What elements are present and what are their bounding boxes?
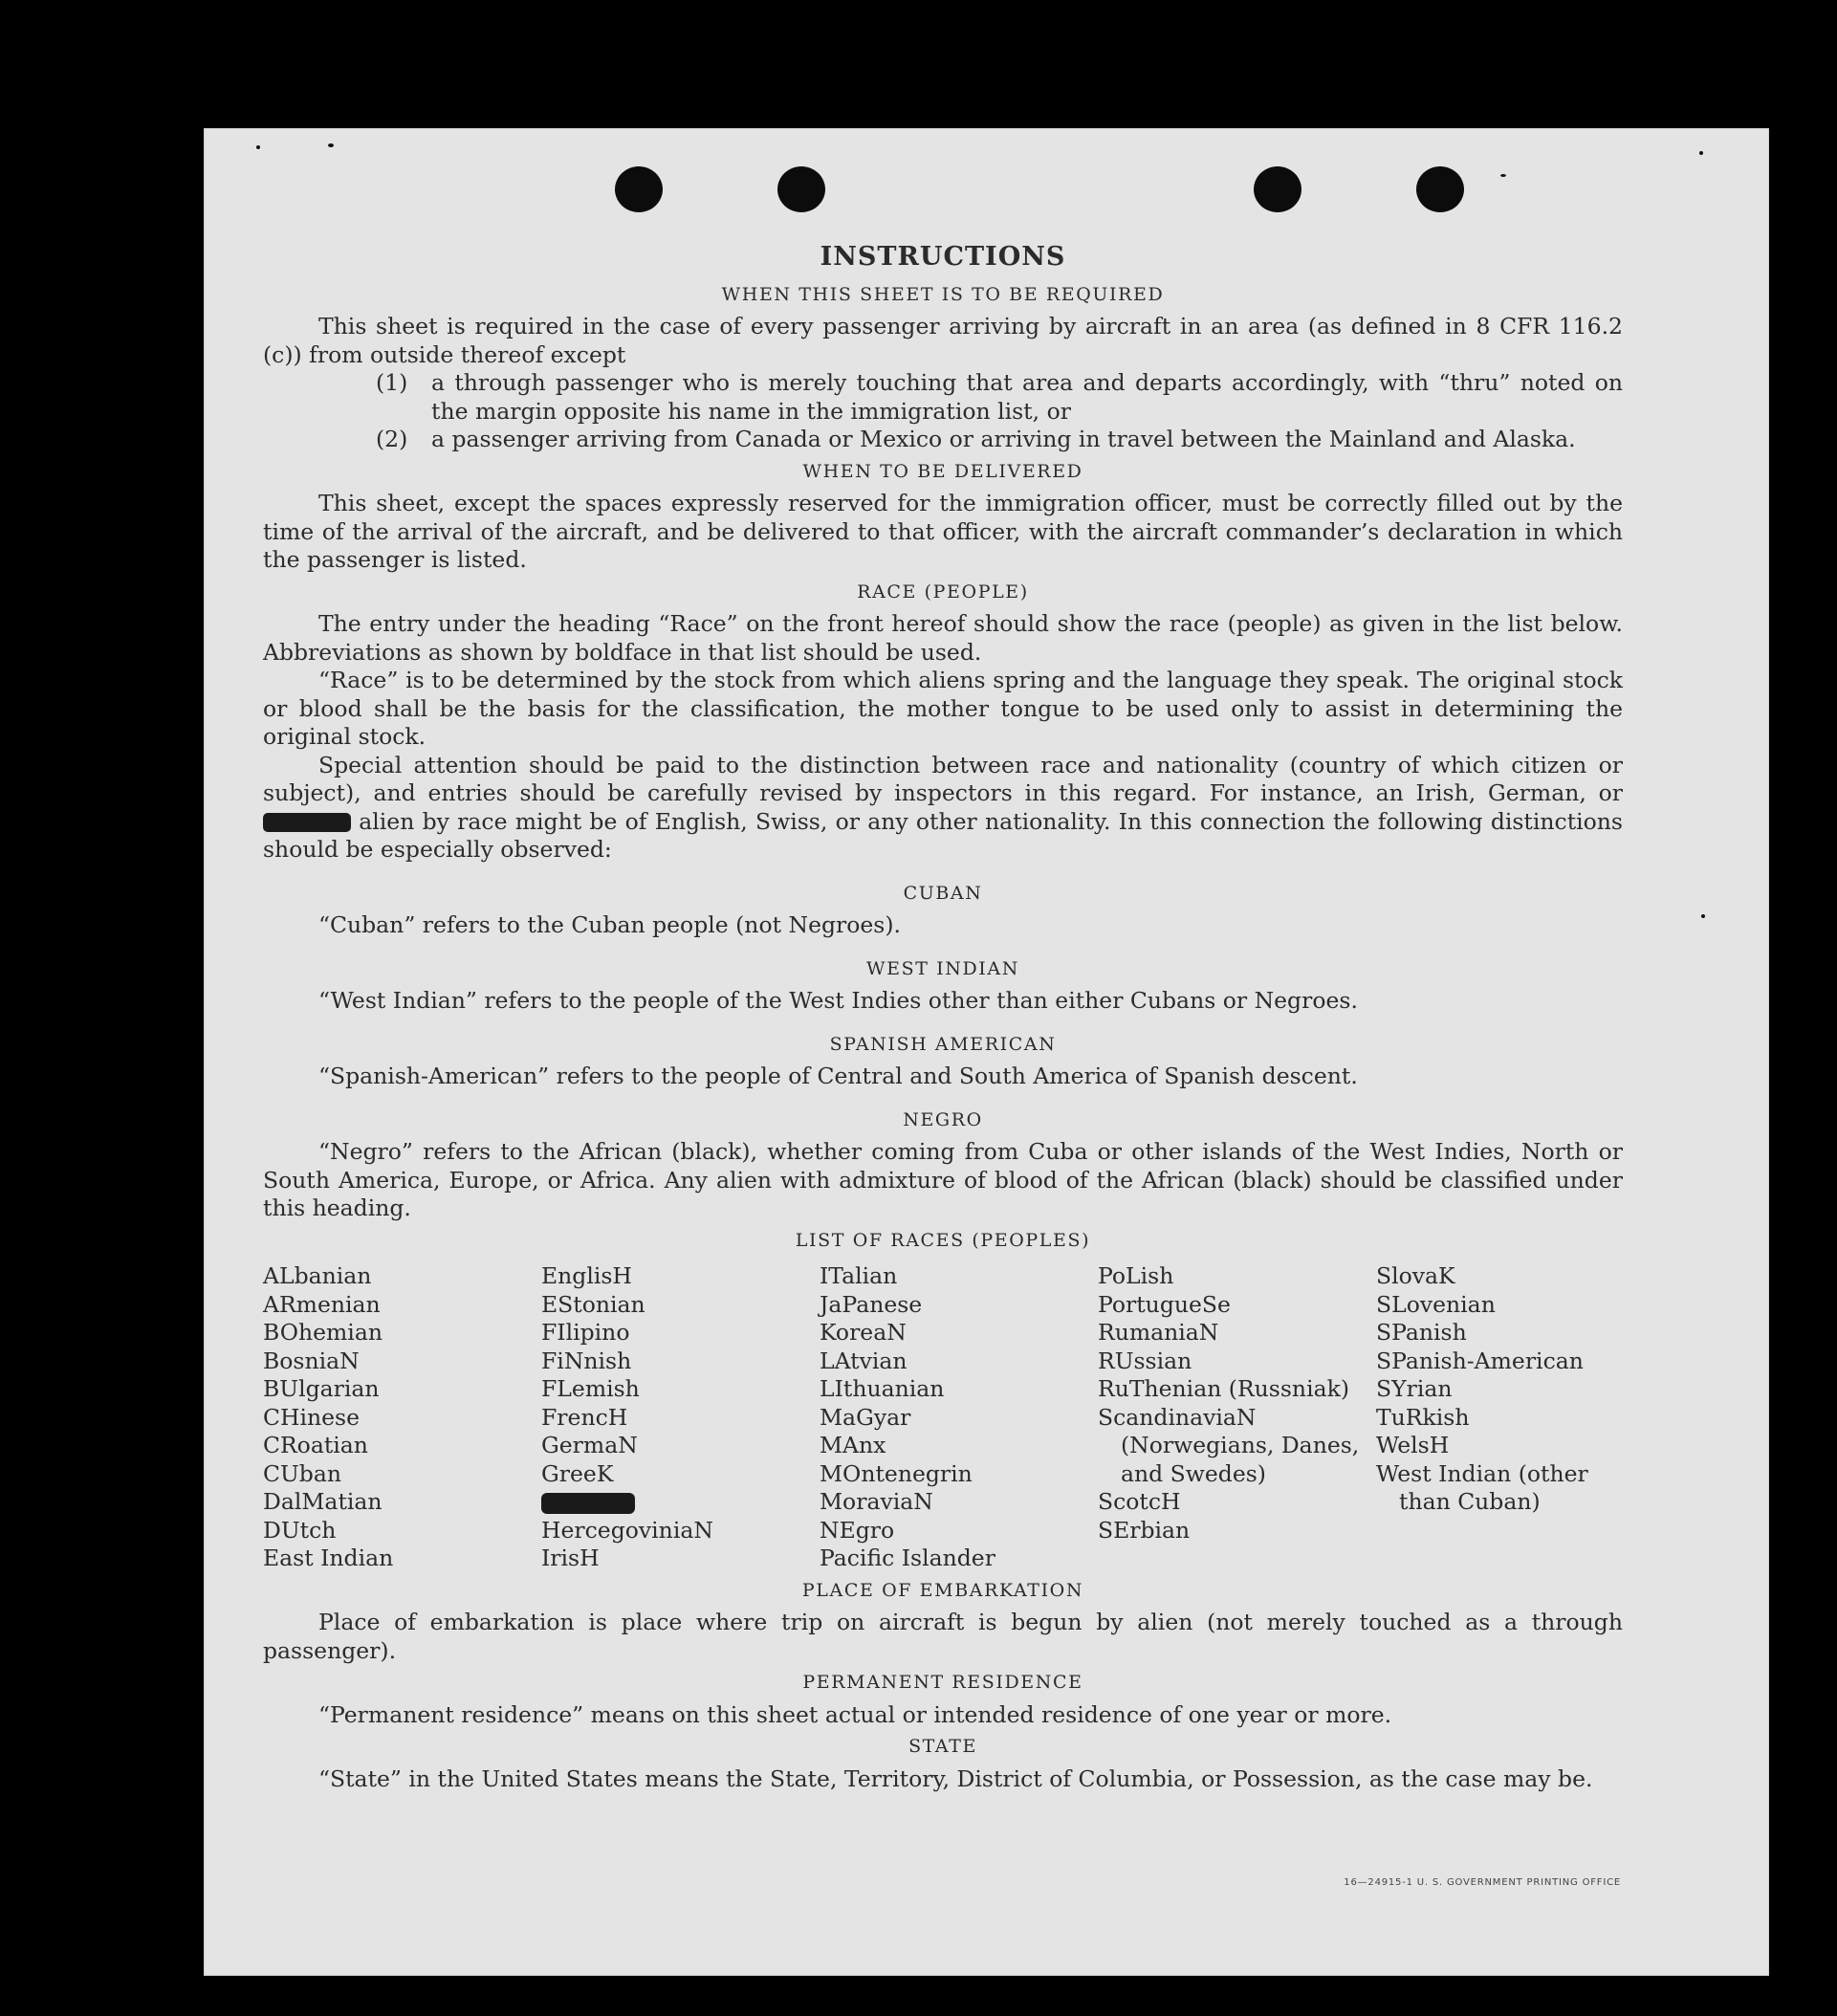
race-item: East Indian xyxy=(263,1545,394,1571)
item-text: a through passenger who is merely touching that area and departs accordingly, with “thru” noted on the margin opposite his name in the immigration list, or xyxy=(431,369,1623,425)
races-column xyxy=(1376,1262,1625,1573)
paragraph: “Race” is to be determined by the stock from which aliens spring and the language they speak. The original stock or blood shall be the basis for the classification, the mother tongue to be used only to assist in determining the original stock. xyxy=(263,667,1623,750)
speck xyxy=(1500,174,1506,177)
paragraph: “Permanent residence” means on this sheet actual or intended residence of one year or more. xyxy=(318,1700,1392,1728)
race-item: MAnx xyxy=(820,1432,886,1458)
race-item: JaPanese xyxy=(820,1290,923,1318)
race-item: DalMatian xyxy=(263,1488,383,1515)
race-item: SPanish xyxy=(1376,1319,1467,1346)
speck xyxy=(328,143,334,147)
race-item: RUssian xyxy=(1098,1347,1192,1374)
race-item: LAtvian xyxy=(820,1347,908,1374)
section-heading: LIST OF RACES (PEOPLES) xyxy=(795,1229,1091,1251)
race-item: ScotcH xyxy=(1098,1488,1181,1515)
race-item: ARmenian xyxy=(263,1290,381,1318)
races-column xyxy=(541,1262,820,1573)
race-item-redacted xyxy=(541,1488,820,1517)
race-item: FrencH xyxy=(541,1403,628,1431)
race-item: SErbian xyxy=(1098,1516,1191,1544)
race-item: RuThenian (Russniak) xyxy=(1098,1375,1349,1402)
race-item: SLovenian xyxy=(1376,1290,1496,1318)
speck xyxy=(1699,151,1703,155)
race-item: MoraviaN xyxy=(820,1488,933,1515)
race-item: ScandinaviaN (Norwegians, Danes, and Swedes) xyxy=(1098,1403,1360,1487)
item-text: a passenger arriving from Canada or Mexico or arriving in travel between the Mainland and Alaska. xyxy=(431,426,1576,452)
punch-hole xyxy=(1254,166,1301,212)
section-heading: CUBAN xyxy=(903,882,983,904)
paragraph: This sheet is required in the case of every passenger arriving by aircraft in an area (as defined in 8 CFR 116.2 (c)) from outside thereof except xyxy=(263,313,1623,368)
paragraph: Place of embarkation is place where trip on aircraft is begun by alien (not merely touched as a through passenger). xyxy=(263,1609,1623,1664)
race-item: SYrian xyxy=(1376,1375,1453,1402)
race-item: NEgro xyxy=(820,1516,895,1544)
instructions-content xyxy=(263,243,1623,1793)
section-heading: WEST INDIAN xyxy=(866,957,1019,979)
speck xyxy=(1701,914,1705,918)
item-number: (2) xyxy=(376,426,408,452)
race-item: EnglisH xyxy=(541,1262,632,1289)
printer-code: 16—24915-1 U. S. GOVERNMENT PRINTING OFFICE xyxy=(1344,1877,1621,1888)
race-item: PortugueSe xyxy=(1098,1290,1231,1318)
section-heading: SPANISH AMERICAN xyxy=(829,1033,1057,1055)
section-heading: RACE (PEOPLE) xyxy=(857,581,1029,603)
paragraph xyxy=(263,752,1623,865)
race-item: DUtch xyxy=(263,1516,337,1544)
section-heading: PLACE OF EMBARKATION xyxy=(801,1579,1084,1601)
race-item: CUban xyxy=(263,1459,341,1487)
race-item: SPanish-American xyxy=(1376,1347,1584,1374)
race-item: GermaN xyxy=(541,1432,638,1458)
paragraph: The entry under the heading “Race” on the front hereof should show the race (people) as given in the list below. Abbreviations as shown by boldface in that list should be used. xyxy=(263,610,1623,666)
race-item: IrisH xyxy=(541,1545,600,1571)
race-item: PoLish xyxy=(1098,1262,1174,1289)
paragraph-part: alien by race might be of English, Swiss, or any other nationality. In this connection the following distinctions should be especially observed: xyxy=(263,807,1623,863)
race-item: MOntenegrin xyxy=(820,1459,973,1487)
race-item: BUlgarian xyxy=(263,1375,380,1402)
races-list xyxy=(263,1262,1623,1573)
redaction-mark xyxy=(541,1493,635,1514)
section-heading: WHEN THIS SHEET IS TO BE REQUIRED xyxy=(721,283,1165,305)
page-title: INSTRUCTIONS xyxy=(820,242,1066,272)
race-item: WelsH xyxy=(1376,1432,1450,1458)
race-item: RumaniaN xyxy=(1098,1319,1219,1346)
numbered-item xyxy=(263,369,1623,426)
paragraph: “State” in the United States means the State, Territory, District of Columbia, or Possession, as the case may be. xyxy=(318,1764,1593,1792)
race-item: SlovaK xyxy=(1376,1262,1455,1289)
paragraph: “Spanish-American” refers to the people of Central and South America of Spanish descent. xyxy=(318,1063,1358,1089)
redaction-mark xyxy=(263,813,351,832)
punch-hole xyxy=(777,166,825,212)
race-item: FLemish xyxy=(541,1375,640,1402)
race-item: BosniaN xyxy=(263,1347,360,1374)
race-item: HercegoviniaN xyxy=(541,1516,713,1544)
section-heading: NEGRO xyxy=(903,1108,983,1130)
race-item: FiNnish xyxy=(541,1347,632,1374)
paragraph-part: Special attention should be paid to the distinction between race and nationality (country of which citizen or subject), and entries should be carefully revised by inspectors in this regard. For instance, an Irish, German, or xyxy=(263,751,1623,806)
paragraph: “Cuban” refers to the Cuban people (not Negroes). xyxy=(318,911,902,938)
race-item: GreeK xyxy=(541,1459,614,1487)
paragraph: This sheet, except the spaces expressly reserved for the immigration officer, must be correctly filled out by the time of the arrival of the aircraft, and be delivered to that officer, with the aircraft commander’s declaration in which the passenger is listed. xyxy=(263,490,1623,573)
paragraph: “Negro” refers to the African (black), whether coming from Cuba or other islands of the West Indies, North or South America, Europe, or Africa. Any alien with admixture of blood of the African (black) should be classified under this heading. xyxy=(263,1138,1623,1221)
race-item: CHinese xyxy=(263,1403,360,1431)
races-column xyxy=(1098,1262,1376,1573)
race-item: West Indian (other than Cuban) xyxy=(1376,1459,1588,1515)
races-column xyxy=(263,1262,541,1573)
race-item: KoreaN xyxy=(820,1319,907,1346)
race-item: FIlipino xyxy=(541,1319,630,1346)
punch-hole xyxy=(1416,166,1464,212)
race-item: CRoatian xyxy=(263,1432,368,1458)
document-sheet xyxy=(204,128,1769,1976)
race-item: ITalian xyxy=(820,1262,898,1289)
section-heading: WHEN TO BE DELIVERED xyxy=(802,460,1083,482)
item-number: (1) xyxy=(376,369,408,396)
race-item: ALbanian xyxy=(263,1262,372,1289)
race-item: LIthuanian xyxy=(820,1375,945,1402)
section-heading: PERMANENT RESIDENCE xyxy=(802,1672,1083,1693)
race-item: EStonian xyxy=(541,1290,645,1318)
numbered-item xyxy=(263,426,1623,454)
section-heading: STATE xyxy=(908,1736,977,1757)
race-item: Pacific Islander xyxy=(820,1545,995,1571)
races-column xyxy=(820,1262,1098,1573)
race-item: TuRkish xyxy=(1376,1403,1470,1431)
speck xyxy=(256,145,260,149)
race-item: BOhemian xyxy=(263,1319,383,1346)
race-item: MaGyar xyxy=(820,1403,911,1431)
paragraph: “West Indian” refers to the people of the West Indies other than either Cubans or Negroes. xyxy=(318,987,1358,1014)
punch-hole xyxy=(615,166,663,212)
